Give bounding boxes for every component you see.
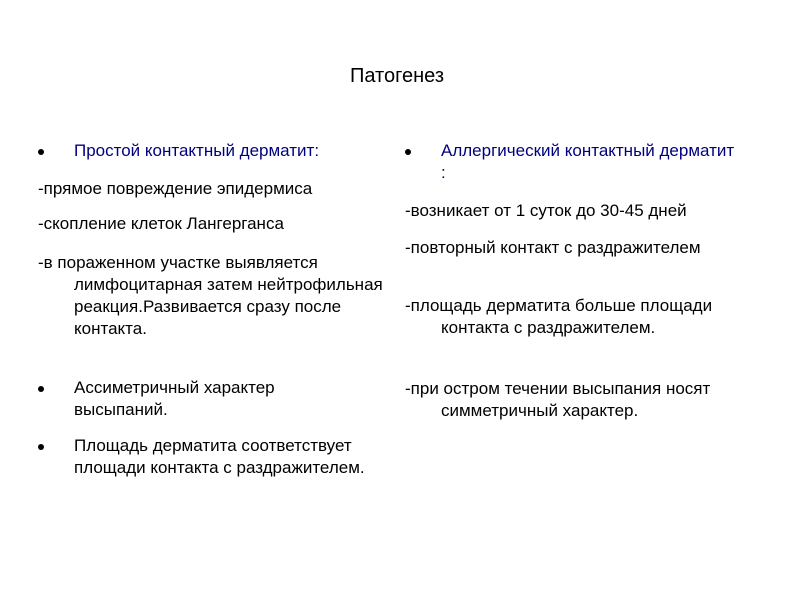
bullet-icon bbox=[38, 149, 44, 155]
left-item: -в пораженном участке выявляется лимфоцитарная затем нейтрофильная реакция.Развивается сразу после контакта. bbox=[38, 253, 383, 338]
left-item: -прямое повреждение эпидермиса bbox=[38, 179, 313, 198]
slide-title: Патогенез bbox=[350, 65, 444, 87]
bullet-icon bbox=[38, 444, 44, 450]
left-heading: Простой контактный дерматит: bbox=[74, 141, 320, 160]
left-heading-item bbox=[38, 140, 390, 162]
bullet-icon bbox=[405, 149, 411, 155]
right-heading: Аллергический контактный дерматит : bbox=[441, 141, 735, 182]
left-bullet-text: Площадь дерматита соответствует площади контакта с раздражителем. bbox=[74, 436, 365, 477]
left-item: -скопление клеток Лангерганса bbox=[38, 214, 284, 233]
left-bullet-item bbox=[38, 435, 384, 479]
right-item: -повторный контакт с раздражителем bbox=[405, 238, 701, 257]
bullet-icon bbox=[38, 386, 44, 392]
right-item: -площадь дерматита больше площади контакта с раздражителем. bbox=[405, 296, 713, 337]
right-item: -возникает от 1 суток до 30-45 дней bbox=[405, 201, 687, 220]
right-heading-item bbox=[405, 140, 741, 184]
left-bullet-item bbox=[38, 377, 334, 421]
left-bullet-text: Ассиметричный характер высыпаний. bbox=[74, 378, 275, 419]
right-item: -при остром течении высыпания носят симметричный характер. bbox=[405, 379, 711, 420]
